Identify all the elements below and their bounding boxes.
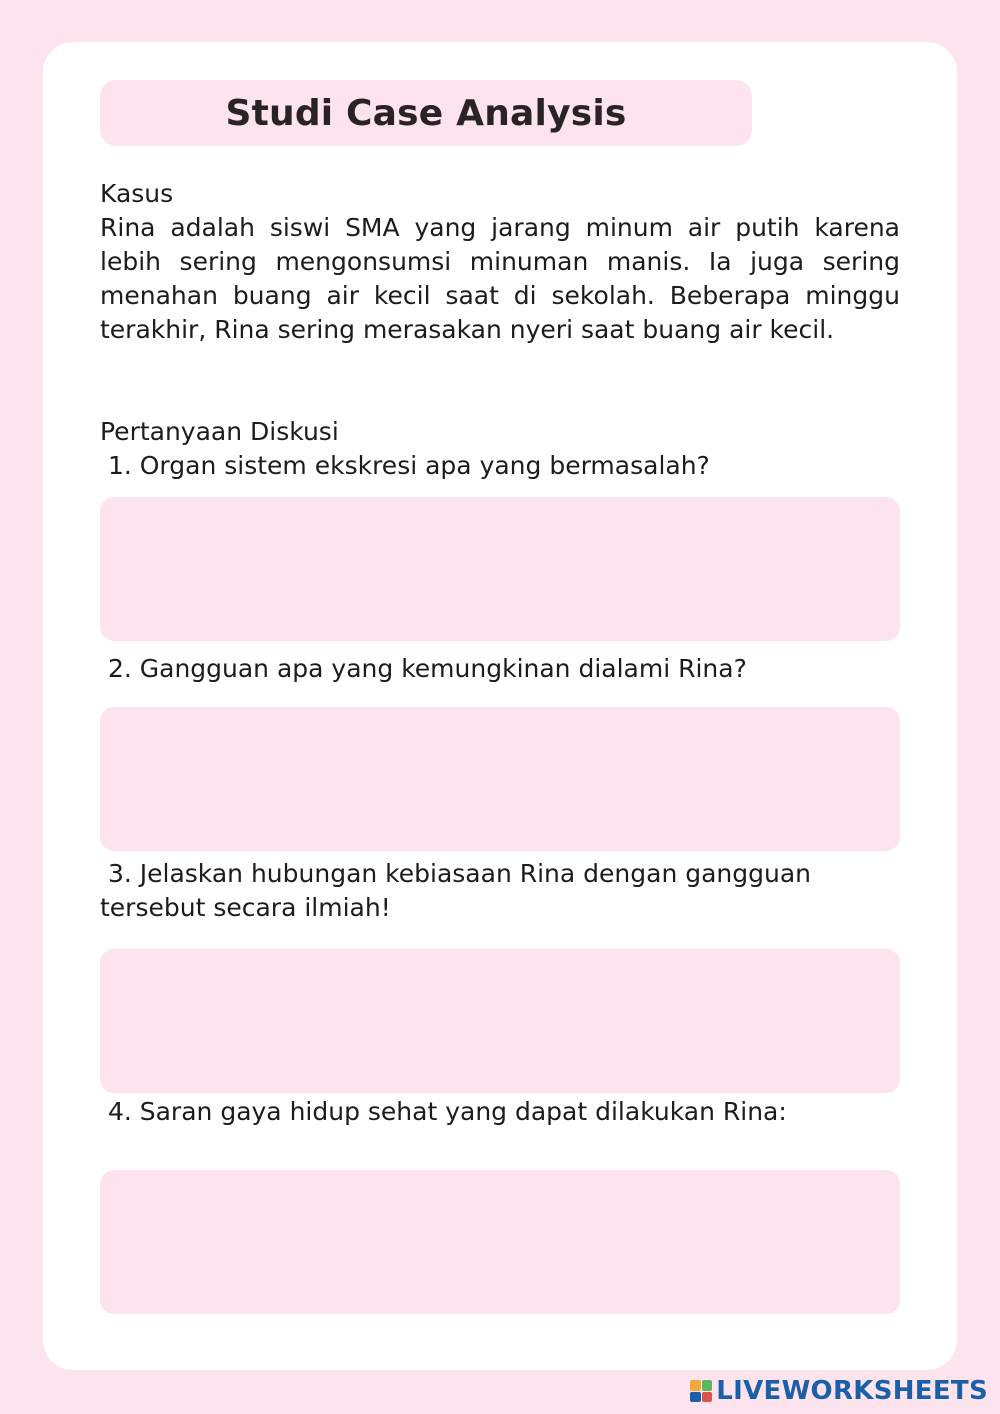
answer-box-1[interactable] — [100, 497, 900, 641]
question-2: 2. Gangguan apa yang kemungkinan dialami Rina? — [100, 654, 747, 683]
liveworksheets-brand[interactable] — [690, 1374, 988, 1408]
question-4: 4. Saran gaya hidup sehat yang dapat dilakukan Rina: — [100, 1097, 787, 1126]
brand-text: LIVEWORKSHEETS — [716, 1376, 988, 1406]
diskusi-label: Pertanyaan Diskusi — [100, 417, 339, 446]
kasus-text: Rina adalah siswi SMA yang jarang minum air putih karena lebih sering mengonsumsi minuman manis. Ia juga sering menahan buang air kecil saat di sekolah. Beberapa minggu terakhir, Rina sering merasakan nyeri saat buang air kecil. — [100, 213, 900, 344]
page-title: Studi Case Analysis — [225, 92, 627, 134]
liveworksheets-logo-icon — [690, 1380, 712, 1402]
logo-square-4 — [702, 1392, 713, 1403]
answer-box-3[interactable] — [100, 949, 900, 1093]
answer-box-4[interactable] — [100, 1170, 900, 1314]
logo-square-3 — [690, 1392, 701, 1403]
title-banner — [100, 80, 752, 146]
logo-square-1 — [690, 1380, 701, 1391]
kasus-label: Kasus — [100, 179, 174, 208]
answer-box-2[interactable] — [100, 707, 900, 851]
logo-square-2 — [702, 1380, 713, 1391]
question-3: 3. Jelaskan hubungan kebiasaan Rina dengan gangguan tersebut secara ilmiah! — [100, 859, 819, 922]
question-1: 1. Organ sistem ekskresi apa yang bermasalah? — [100, 451, 710, 480]
